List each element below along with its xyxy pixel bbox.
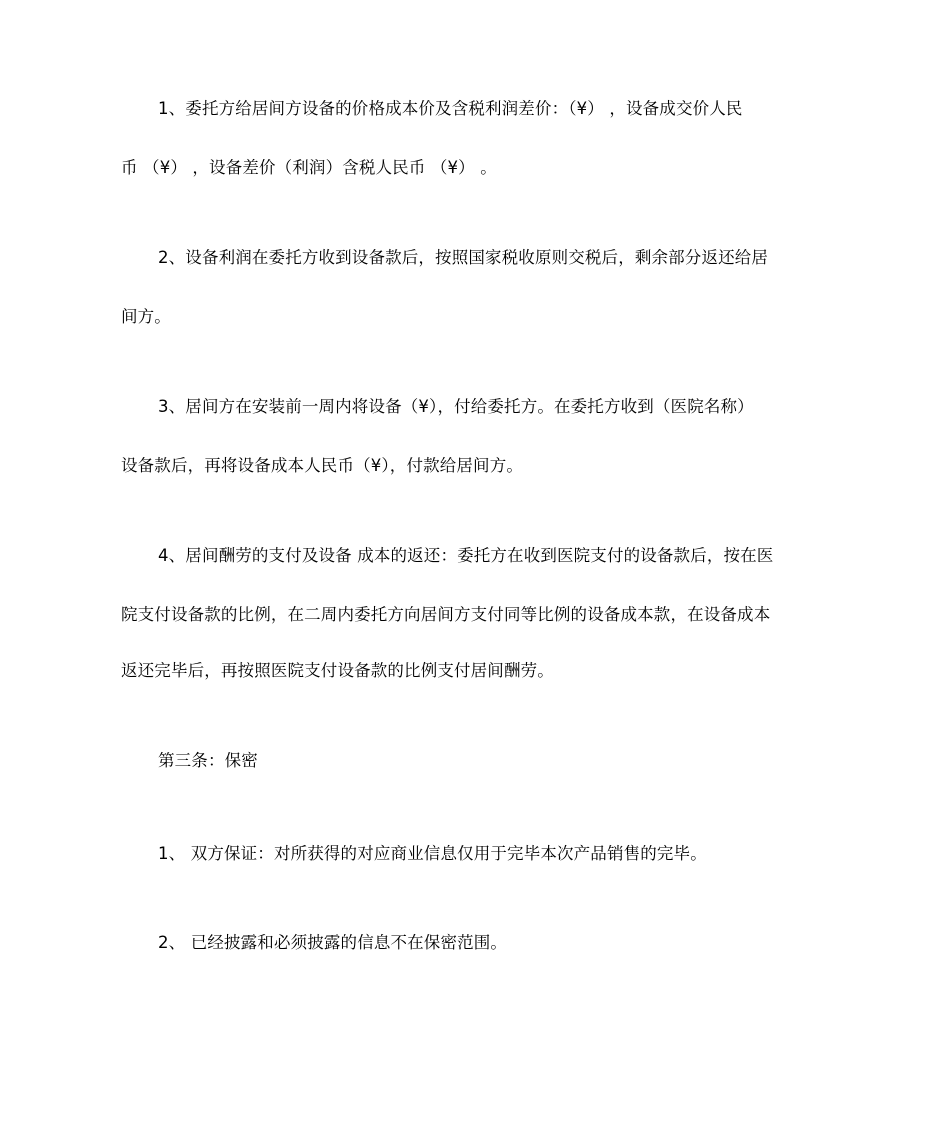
clause-4-line-1: 4、居间酬劳的支付及设备 成本的返还：委托方在收到医院支付的设备款后，按在医: [158, 546, 774, 565]
section-heading: 第三条：保密: [158, 751, 258, 770]
clause-2-line-2: 间方。: [121, 307, 171, 326]
clause-4-line-3: 返还完毕后，再按照医院支付设备款的比例支付居间酬劳。: [121, 661, 554, 680]
confidentiality-item-2: 2、 已经披露和必须披露的信息不在保密范围。: [158, 933, 508, 952]
clause-1-line-2: 币 （¥） ，设备差价（利润）含税人民币 （¥） 。: [121, 158, 497, 177]
clause-1-line-1: 1、委托方给居间方设备的价格成本价及含税利润差价：（¥） ，设备成交价人民: [158, 99, 743, 118]
clause-2-line-1: 2、设备利润在委托方收到设备款后，按照国家税收原则交税后，剩余部分返还给居: [158, 248, 769, 267]
clause-3-line-2: 设备款后，再将设备成本人民币（¥），付款给居间方。: [121, 456, 523, 475]
clause-4-line-2: 院支付设备款的比例，在二周内委托方向居间方支付同等比例的设备成本款，在设备成本: [121, 605, 771, 624]
clause-3-line-1: 3、居间方在安装前一周内将设备（¥），付给委托方。在委托方收到（医院名称）: [158, 397, 754, 416]
confidentiality-item-1: 1、 双方保证：对所获得的对应商业信息仅用于完毕本次产品销售的完毕。: [158, 844, 707, 863]
